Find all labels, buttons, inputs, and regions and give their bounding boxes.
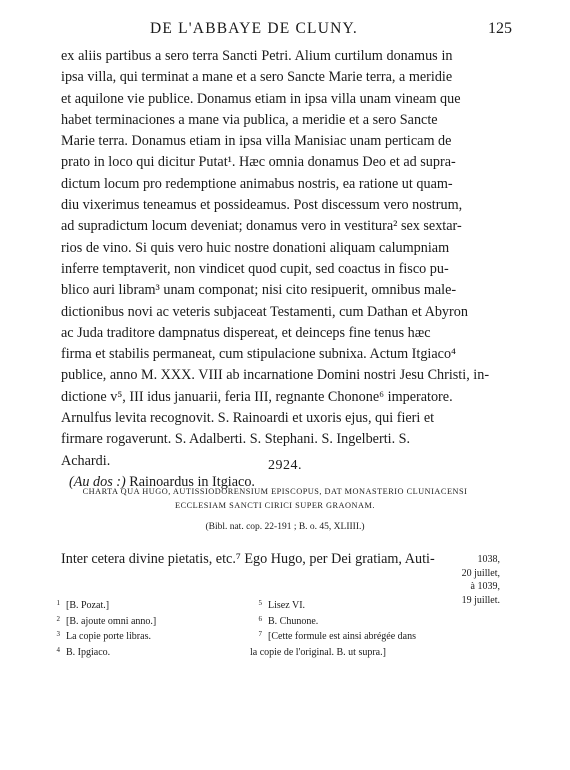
- text-line: ac Juda traditore dampnatus dispereat, et deinceps fine tenus hæc: [61, 324, 431, 341]
- footnote: [250, 614, 500, 630]
- text-line: dictionibus novi ac veteris subjaceat Testamenti, cum Dathan et Abyron: [61, 303, 468, 320]
- endorsement-text: Rainoardus in Itgiaco.: [129, 473, 255, 490]
- charter-heading-line: ECCLESIAM SANCTI CIRICI SUPER GRAONAM.: [175, 501, 375, 510]
- charter-opening-text: Inter cetera divine pietatis, etc.⁷ Ego Hugo, per Dei gratiam, Auti-: [61, 551, 435, 567]
- footnote-text: [B. Pozat.]: [66, 600, 110, 611]
- margin-date-line: 19 juillet.: [461, 594, 500, 606]
- footnote: [48, 645, 238, 661]
- charter-body-text: [61, 46, 489, 493]
- text-line: Arnulfus levita recognovit. S. Rainoardi et uxoris ejus, qui fieri et: [61, 410, 435, 427]
- text-line: inferre temptaverit, non vindicet quod cupit, sed coactus in fisco pu-: [61, 260, 449, 277]
- page-number: 125: [488, 20, 512, 37]
- footnote: [250, 629, 500, 660]
- footnote-number: 2: [56, 614, 60, 623]
- footnote-text: [Cette formule est ainsi abrégée dans: [268, 631, 416, 642]
- charter-heading: [62, 485, 488, 513]
- charter-source-reference: (Bibl. nat. cop. 22-191 ; B. o. 45, XLIIII.): [205, 522, 365, 532]
- footnote-number: 7: [258, 630, 262, 638]
- footnote-number: 4: [56, 645, 60, 654]
- text-line: dictione v⁵, III idus januarii, feria III, regnante Chonone⁶ imperatore.: [61, 388, 453, 405]
- text-line: ad supradictum locum deveniat; donamus vero in vestitura² sex sextar-: [61, 218, 462, 235]
- text-line: Marie terra. Donamus etiam in ipsa villa Manisiac unam perticam de: [61, 133, 452, 150]
- text-line: firmare rogaverunt. S. Adalberti. S. Stephani. S. Ingelberti. S.: [61, 431, 411, 448]
- text-line: Achardi.: [61, 452, 111, 469]
- text-line: dictum locum pro redemptione animabus nostris, ea ratione ut quam-: [61, 175, 453, 192]
- margin-date-line: 20 juillet,: [461, 567, 500, 579]
- text-line: firma et stabilis permaneat, cum stipulacione subnixa. Actum Itgiaco⁴: [61, 346, 456, 363]
- text-line: ipsa villa, qui terminat a mane et a sero Sancte Marie terra, a meridie: [61, 69, 453, 86]
- footnote-number: 5: [258, 599, 262, 607]
- charter-heading-line: CHARTA QUA HUGO, AUTISSIODORENSIUM EPISCOPUS, DAT MONASTERIO CLUNIACENSI: [82, 487, 468, 496]
- footnote-number: 3: [56, 630, 60, 638]
- charter-number: 2924.: [268, 458, 302, 473]
- text-line: blico auri libram³ unam componat; nisi cito resipuerit, omnibus male-: [61, 282, 457, 299]
- footnote-text: B. Chunone.: [268, 615, 319, 627]
- footnote-number: 1: [56, 599, 60, 607]
- footnote: [48, 614, 238, 630]
- footnote-text: B. Ipgiaco.: [66, 646, 111, 658]
- footnote: [48, 629, 238, 645]
- text-line: publice, anno M. XXX. VIII ab incarnatione Domini nostri Jesu Christi, in-: [61, 367, 490, 384]
- footnote-number: 6: [258, 614, 262, 623]
- footnote-text: La copie porte libras.: [66, 631, 151, 642]
- footnote: [48, 598, 238, 614]
- margin-date-line: 1038,: [477, 554, 500, 565]
- footnote-text: [B. ajoute omni anno.]: [66, 615, 157, 627]
- text-line: prato in loco qui dicitur Putat¹. Hæc omnia donamus Deo et ad supra-: [61, 154, 456, 171]
- running-title: DE L'ABBAYE DE CLUNY.: [150, 20, 358, 37]
- footnote-text: Lisez VI.: [268, 600, 306, 611]
- endorsement-label: (Au dos :): [69, 473, 126, 490]
- text-line: habet terminaciones a mane via publica, a meridie et a sero Sancte: [61, 111, 438, 128]
- text-line: diu vixerimus teneamus et possideamus. Post discessum vero nostrum,: [61, 197, 463, 214]
- margin-date-line: à 1039,: [470, 581, 500, 592]
- text-line: et aquilone vie publice. Donamus etiam in ipsa villa unam vineam que: [61, 90, 461, 107]
- footnotes-right-column: [250, 598, 500, 660]
- text-line: rios de vino. Si quis vero huic nostre donationi aliquam calumpniam: [61, 239, 450, 256]
- footnotes-left-column: [48, 598, 238, 660]
- text-line: ex aliis partibus a sero terra Sancti Petri. Alium curtilum donamus in: [61, 48, 453, 64]
- footnote: [250, 598, 500, 614]
- footnote-text-continued: la copie de l'original. B. ut supra.]: [250, 646, 386, 658]
